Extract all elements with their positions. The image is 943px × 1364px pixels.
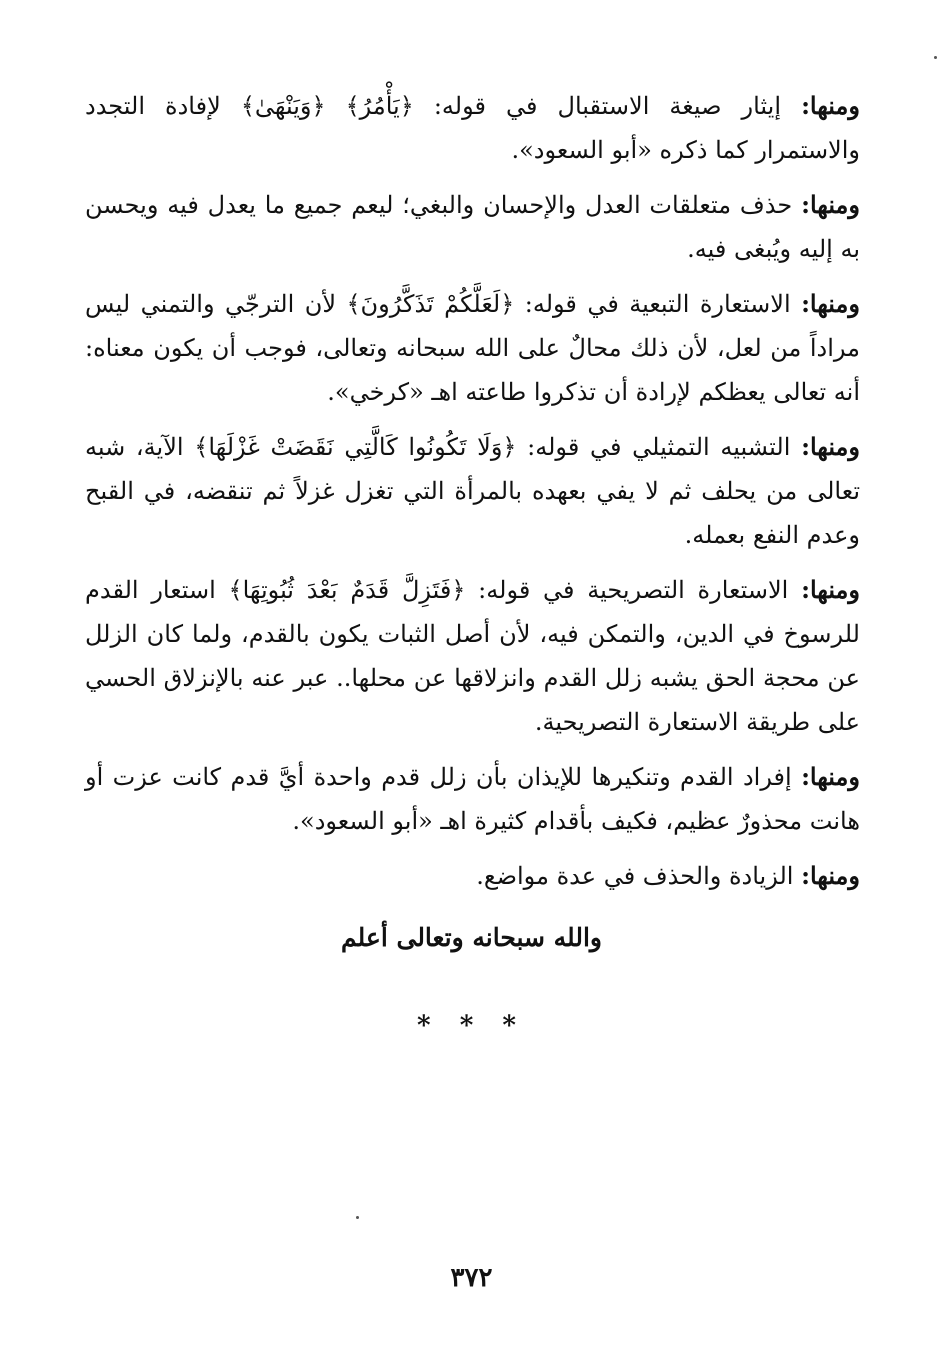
paragraph-text: التشبيه التمثيلي في قوله: ﴿وَلَا تَكُونُوا كَالَّتِي نَقَضَتْ غَزْلَهَا﴾ الآية، شبه تعالى من يحلف ثم لا يفي بعهده بالمرأة التي تغزل غزلاً ثم تنقضه، في القبح وعدم النفع بعمله.	[85, 433, 860, 549]
paragraph-text: إيثار صيغة الاستقبال في قوله: ﴿يَأْمُرُ﴾ ﴿وَيَنْهَىٰ﴾ لإفادة التجدد والاستمرار كما ذكره «أبو السعود».	[85, 92, 860, 164]
scan-speck	[356, 1216, 359, 1219]
paragraph-4	[85, 425, 860, 557]
paragraph-5	[85, 568, 860, 744]
paragraph-text: الاستعارة التصريحية في قوله: ﴿فَتَزِلَّ قَدَمٌ بَعْدَ ثُبُوتِهَا﴾ استعار القدم للرسوخ في الدين، والتمكن فيه، لأن أصل الثبات يكون بالقدم، ولما كان الزلل عن محجة الحق يشبه زلل القدم وانزلاقها عن محلها.. عبر عنه بالإنزلاق الحسي على طريقة الاستعارة التصريحية.	[85, 576, 860, 736]
paragraph-lead: ومنها:	[801, 432, 860, 461]
page-number: ٣٧٢	[450, 1263, 493, 1293]
paragraph-3	[85, 282, 860, 414]
paragraph-text: إفراد القدم وتنكيرها للإيذان بأن زلل قدم واحدة أيَّ قدم كانت عزت أو هانت محذورٌ عظيم، فكيف بأقدام كثيرة اهـ «أبو السعود».	[85, 763, 860, 835]
paragraph-text: الاستعارة التبعية في قوله: ﴿لَعَلَّكُمْ تَذَكَّرُونَ﴾ لأن الترجّي والتمني ليس مراداً من لعل، لأن ذلك محالٌ على الله سبحانه وتعالى، فوجب أن يكون معناه: أنه تعالى يعظكم لإرادة أن تذكروا طاعته اهـ «كرخي».	[85, 290, 860, 406]
scan-speck	[934, 56, 937, 59]
body-text	[85, 84, 860, 909]
paragraph-2	[85, 183, 860, 271]
paragraph-lead: ومنها:	[801, 190, 860, 219]
paragraph-text: حذف متعلقات العدل والإحسان والبغي؛ ليعم جميع ما يعدل فيه ويحسن به إليه ويُبغى فيه.	[85, 191, 860, 263]
paragraph-lead: ومنها:	[801, 575, 860, 604]
paragraph-6	[85, 755, 860, 843]
closing-line: والله سبحانه وتعالى أعلم	[341, 923, 602, 952]
paragraph-lead: ومنها:	[801, 762, 860, 791]
paragraph-lead: ومنها:	[801, 289, 860, 318]
section-separator: * * *	[417, 1011, 526, 1041]
paragraph-text: الزيادة والحذف في عدة مواضع.	[476, 862, 794, 890]
paragraph-7	[85, 854, 860, 898]
paragraph-1	[85, 84, 860, 172]
paragraph-lead: ومنها:	[801, 861, 860, 890]
paragraph-lead: ومنها:	[801, 91, 860, 120]
